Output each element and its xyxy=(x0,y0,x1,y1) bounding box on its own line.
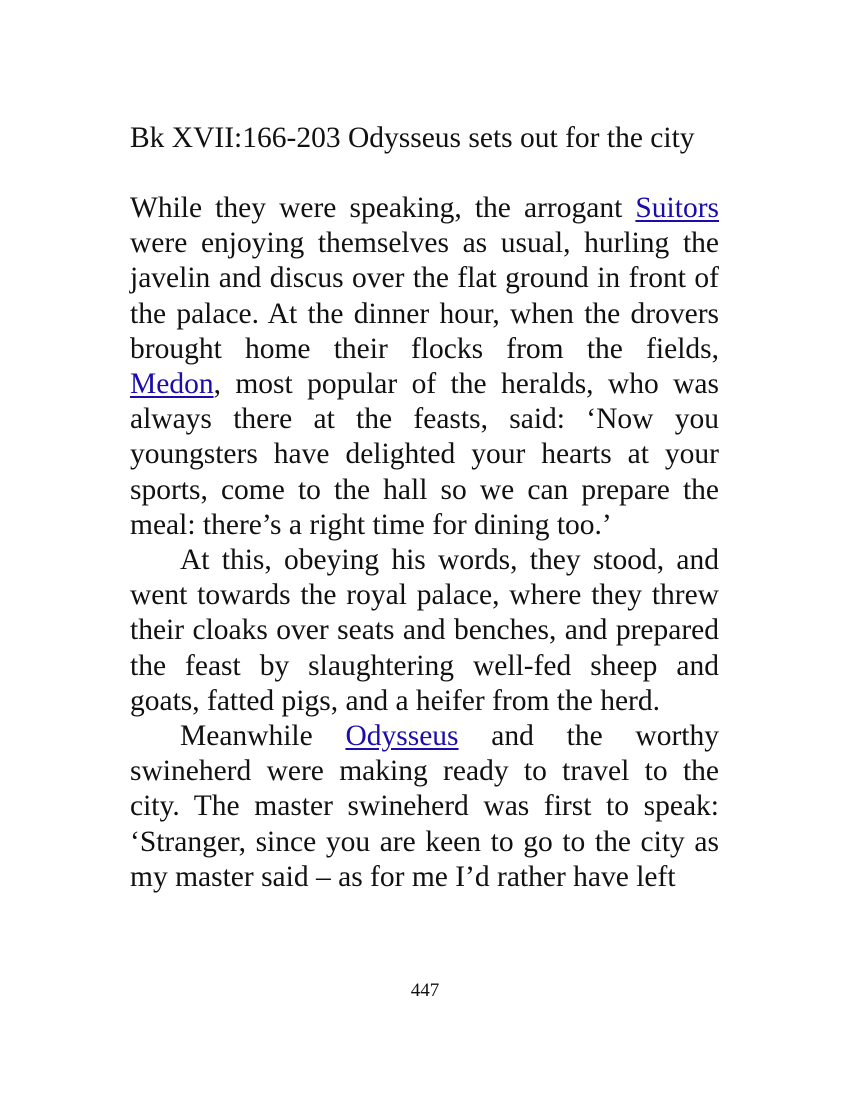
medon-link[interactable]: Medon xyxy=(130,368,214,401)
paragraph-3-text-b: and the worthy swineherd were making ready to travel to the city. The master swineherd was first to speak: ‘Stranger, since you are keen to go to the city as my master said – as for me I’d rather have left xyxy=(130,720,719,893)
section-heading: Bk XVII:166-203 Odysseus sets out for the city xyxy=(130,122,695,154)
paragraph-1 xyxy=(130,191,719,543)
page-number: 447 xyxy=(410,980,440,1001)
suitors-link[interactable]: Suitors xyxy=(635,192,719,224)
paragraph-3-text-a: Meanwhile xyxy=(180,720,346,753)
paragraph-1-text-b: were enjoying themselves as usual, hurling the javelin and discus over the flat ground in front of the palace. At the dinner hour, when the drovers brought home their flocks from the fields, xyxy=(130,227,719,365)
paragraph-1-text-c: , most popular of the heralds, who was always there at the feasts, said: ‘Now you youngsters have delighted your hearts at your sports, come to the hall so we can prepare the meal: there’s a right time for dining too.’ xyxy=(130,368,719,541)
odysseus-link[interactable]: Odysseus xyxy=(345,720,459,753)
body-text xyxy=(130,191,719,895)
paragraph-2: At this, obeying his words, they stood, and went towards the royal palace, where they threw their cloaks over seats and benches, and prepared the feast by slaughtering well-fed sheep and goats, fatted pigs, and a heifer from the herd. xyxy=(130,544,719,717)
paragraph-3 xyxy=(130,719,719,895)
paragraph-1-text-a: While they were speaking, the arrogant xyxy=(130,192,636,224)
